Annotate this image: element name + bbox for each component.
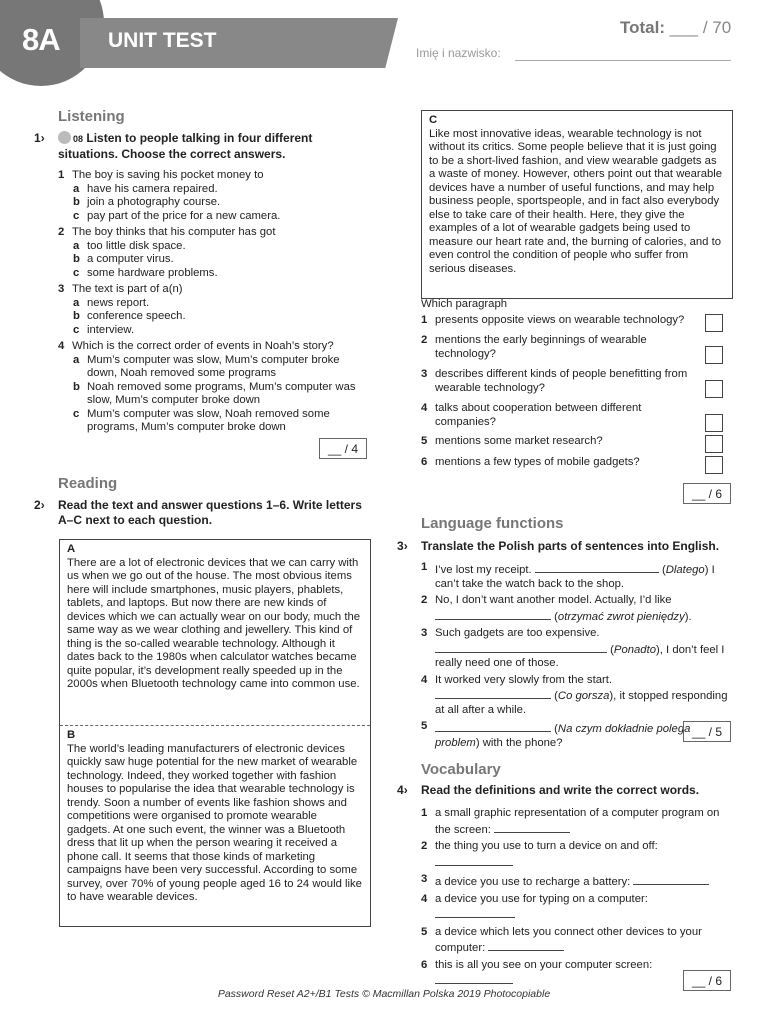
item-text: Such gadgets are too expensive. bbox=[435, 627, 600, 639]
paragraph-a: A There are a lot of electronic devices that we can carry with us when we go out of the house. The most obvious items here will include smartphones, music players, phablets, tablets, and laptops. But now there are new kinds of devices which we can actually wear on our body, much the same way as we wear clothing and jewellery. This kind of thing is the so-called wearable technology. Although it dates back to the 1980s when calculator watches became quite popular, it’s development really speeded up in the 2000s when Bluetooth technology came into common use. bbox=[60, 540, 370, 726]
name-field[interactable] bbox=[515, 60, 731, 61]
vocabulary-item bbox=[421, 873, 731, 890]
footer: Password Reset A2+/B1 Tests © Macmillan Polska 2019 Photocopiable bbox=[217, 988, 551, 1000]
option-text: Noah removed some programs, Mum’s computer was slow, Mum’s computer broke down bbox=[87, 380, 356, 406]
item-text: ) with the phone? bbox=[475, 736, 563, 749]
answer-option[interactable] bbox=[58, 183, 366, 197]
translation-item bbox=[421, 561, 731, 591]
which-paragraph-label: Which paragraph bbox=[421, 298, 508, 310]
option-letter: b bbox=[73, 196, 80, 208]
answer-box[interactable] bbox=[705, 314, 723, 332]
answer-box[interactable] bbox=[705, 456, 723, 474]
option-text: have his camera repaired. bbox=[87, 182, 218, 195]
option-letter: b bbox=[73, 380, 80, 393]
question-text: presents opposite views on wearable technology? bbox=[435, 314, 685, 326]
reading-question bbox=[421, 456, 723, 470]
option-letter: c bbox=[73, 323, 80, 336]
option-text: some hardware problems. bbox=[87, 266, 218, 279]
answer-box[interactable] bbox=[705, 346, 723, 364]
question-text: talks about cooperation between different companies? bbox=[435, 402, 642, 428]
paragraph-c: C Like most innovative ideas, wearable technology is not without its critics. Some people believe that it is just going to be a short-lived fashion, and view wearable gadgets as a waste of money. However, others point out that wearable devices have a number of useful functions, and may help business people, sportspeople, and in fact also everybody else to take care of their health. Here, they give the examples of a lot of wearable gadgets being used to measure our heart rate and, the burning of calories, and to even control the condition of people who suffer from serious diseases. bbox=[429, 114, 723, 275]
vocabulary-score: __ / 6 bbox=[683, 970, 731, 991]
answer-blank[interactable] bbox=[494, 821, 570, 833]
item-number: 6 bbox=[421, 958, 428, 971]
item-text: ( bbox=[551, 610, 558, 623]
item-text: ) I can’t take the watch back to the shop. bbox=[435, 564, 715, 590]
total-value: ___ / 70 bbox=[669, 18, 732, 37]
listening-heading: Listening bbox=[58, 108, 125, 125]
option-letter: a bbox=[73, 353, 80, 366]
listening-questions bbox=[58, 169, 366, 435]
task-2-instruction: 2› Read the text and answer questions 1–6. Write letters A–C next to each question. bbox=[34, 498, 362, 527]
name-label: Imię i nazwisko: bbox=[416, 46, 501, 60]
reading-score: __ / 6 bbox=[683, 483, 731, 504]
vocabulary-item bbox=[421, 926, 731, 956]
vocabulary-item bbox=[421, 807, 731, 837]
translation-item bbox=[421, 674, 731, 718]
question-stem bbox=[58, 226, 366, 240]
option-text: interview. bbox=[87, 323, 135, 336]
item-text: No, I don’t want another model. Actually, I’d like bbox=[435, 594, 672, 606]
item-text: ), I don’t feel I really need one of those. bbox=[435, 643, 725, 669]
question-text-wrap bbox=[421, 368, 697, 395]
task-number: 2› bbox=[34, 498, 45, 512]
answer-blank[interactable] bbox=[535, 561, 659, 573]
reading-question bbox=[421, 314, 723, 328]
definition-text: a device which lets you connect other devices to your computer: bbox=[435, 925, 702, 954]
question-text: describes different kinds of people benefitting from wearable technology? bbox=[435, 368, 688, 394]
unit-code: 8A bbox=[22, 22, 60, 57]
answer-blank[interactable] bbox=[435, 972, 513, 984]
answer-blank[interactable] bbox=[488, 939, 564, 951]
polish-hint: Na czym dokładnie polega problem bbox=[435, 723, 691, 749]
task-number: 3› bbox=[397, 539, 408, 553]
option-letter: c bbox=[73, 407, 80, 420]
item-text: ), it stopped responding at all after a while. bbox=[435, 690, 728, 716]
answer-blank[interactable] bbox=[633, 873, 709, 885]
language-heading: Language functions bbox=[421, 515, 564, 532]
listening-score: __ / 4 bbox=[319, 438, 367, 459]
option-letter: b bbox=[73, 310, 80, 322]
listening-question bbox=[58, 340, 366, 435]
item-number: 3 bbox=[421, 873, 428, 885]
answer-box[interactable] bbox=[705, 435, 723, 453]
answer-option[interactable] bbox=[58, 310, 366, 324]
option-letter: b bbox=[73, 253, 80, 265]
item-number: 2 bbox=[421, 594, 428, 606]
answer-option[interactable] bbox=[58, 324, 366, 338]
answer-blank[interactable] bbox=[435, 720, 551, 732]
paragraph-c-box bbox=[421, 110, 733, 299]
task-number: 4› bbox=[397, 783, 408, 797]
total-label: Total: bbox=[620, 18, 666, 37]
audio-cd-icon bbox=[58, 131, 71, 144]
question-number: 2 bbox=[58, 226, 65, 238]
option-letter: a bbox=[73, 182, 80, 195]
reading-question bbox=[421, 435, 723, 449]
question-text: mentions the early beginnings of wearable technology? bbox=[435, 334, 647, 360]
question-text: Which is the correct order of events in Noah’s story? bbox=[72, 340, 334, 352]
answer-box[interactable] bbox=[705, 380, 723, 398]
reading-question bbox=[421, 334, 723, 361]
item-number: 1 bbox=[421, 807, 428, 819]
option-text: news report. bbox=[87, 296, 150, 309]
polish-hint: Co gorsza bbox=[557, 690, 610, 702]
reading-question bbox=[421, 368, 723, 395]
item-text: ( bbox=[551, 690, 558, 702]
question-text: mentions a few types of mobile gadgets? bbox=[435, 456, 640, 468]
item-number: 4 bbox=[421, 892, 428, 905]
question-text: The boy is saving his pocket money to bbox=[72, 169, 264, 181]
reading-text-box bbox=[59, 539, 371, 927]
item-number: 1 bbox=[421, 561, 428, 573]
option-text: conference speech. bbox=[87, 310, 186, 322]
answer-option[interactable] bbox=[58, 297, 366, 311]
answer-blank[interactable] bbox=[435, 641, 607, 653]
translation-item bbox=[421, 594, 731, 624]
item-number: 5 bbox=[421, 925, 428, 938]
option-text: pay part of the price for a new camera. bbox=[87, 209, 281, 222]
vocabulary-items bbox=[421, 807, 731, 989]
answer-blank[interactable] bbox=[435, 906, 515, 918]
translation-item bbox=[421, 627, 731, 671]
answer-option[interactable] bbox=[58, 253, 366, 267]
question-number: 3 bbox=[58, 283, 65, 295]
vocabulary-heading: Vocabulary bbox=[421, 761, 501, 778]
item-text: I’ve lost my receipt. bbox=[435, 564, 535, 576]
answer-option[interactable] bbox=[58, 240, 366, 254]
definition-text: a device you use for typing on a computer: bbox=[435, 892, 648, 905]
definition-text: the thing you use to turn a device on and off: bbox=[435, 840, 658, 852]
option-letter: c bbox=[73, 209, 80, 222]
polish-hint: Dlatego bbox=[665, 564, 705, 576]
polish-hint: Ponadto bbox=[613, 643, 656, 656]
question-text: The text is part of a(n) bbox=[72, 283, 183, 295]
task-3-instruction: 3› Translate the Polish parts of sentences into English. bbox=[397, 539, 720, 553]
question-text: mentions some market research? bbox=[435, 435, 603, 447]
paragraph-b: B The world’s leading manufacturers of electronic devices quickly saw huge potential for the new market of wearable technology. Indeed, they worked together with fashion houses to popularise the idea that wearable technology is trendy. Soon a number of events like fashion shows and competitions were organised to promote wearable gadgets. At one such event, the winner was a Bluetooth dress that lit up when the person wearing it received a phone call. It seems that those kinds of marketing campaigns have been very successful. According to some survey, over 70% of young people aged 16 to 24 would like to have wearable devices. bbox=[67, 729, 362, 903]
question-stem bbox=[58, 340, 366, 354]
question-stem bbox=[58, 169, 366, 183]
language-score: __ / 5 bbox=[683, 721, 731, 742]
task-number: 1› bbox=[34, 131, 45, 145]
question-text: The boy thinks that his computer has got bbox=[72, 226, 276, 238]
question-number: 4 bbox=[421, 402, 428, 414]
option-text: too little disk space. bbox=[87, 239, 186, 252]
option-text: join a photography course. bbox=[87, 196, 221, 208]
answer-option[interactable] bbox=[58, 408, 366, 435]
reading-question bbox=[421, 402, 723, 429]
question-number: 5 bbox=[421, 435, 428, 447]
option-letter: a bbox=[73, 296, 80, 309]
answer-blank[interactable] bbox=[435, 687, 551, 699]
answer-option[interactable] bbox=[58, 196, 366, 210]
option-text: a computer virus. bbox=[87, 253, 174, 265]
question-text-wrap bbox=[421, 435, 697, 449]
definition-text: a device you use to recharge a battery: bbox=[435, 876, 634, 888]
polish-hint: otrzymać zwrot pieniędzy bbox=[557, 610, 685, 623]
unit-title: UNIT TEST bbox=[108, 29, 217, 52]
definition-text: a small graphic representation of a computer program on the screen: bbox=[435, 807, 720, 836]
reading-questions bbox=[421, 314, 723, 474]
question-number: 2 bbox=[421, 334, 428, 346]
listening-question bbox=[58, 283, 366, 337]
question-text-wrap bbox=[421, 314, 697, 328]
track-number: 08 bbox=[73, 134, 84, 144]
item-text: ( bbox=[658, 564, 666, 576]
option-text: Mum’s computer was slow, Mum’s computer broke down, Noah removed some programs bbox=[87, 353, 340, 379]
definition-text: this is all you see on your computer screen: bbox=[435, 958, 653, 971]
option-letter: a bbox=[73, 239, 80, 252]
vocabulary-item bbox=[421, 840, 731, 870]
item-number: 3 bbox=[421, 627, 428, 639]
question-text-wrap bbox=[421, 402, 697, 429]
question-number: 6 bbox=[421, 456, 428, 468]
answer-box[interactable] bbox=[705, 414, 723, 432]
answer-option[interactable] bbox=[58, 210, 366, 224]
answer-option[interactable] bbox=[58, 381, 366, 408]
task-1-instruction: 1› 08 Listen to people talking in four different situations. Choose the correct answers. bbox=[34, 131, 313, 161]
listening-question bbox=[58, 226, 366, 280]
item-number: 4 bbox=[421, 673, 428, 686]
answer-blank[interactable] bbox=[435, 854, 513, 866]
item-text: ( bbox=[551, 723, 558, 735]
task-4-instruction: 4› Read the definitions and write the correct words. bbox=[397, 783, 700, 797]
reading-heading: Reading bbox=[58, 475, 118, 492]
question-number: 3 bbox=[421, 368, 428, 380]
listening-question bbox=[58, 169, 366, 223]
item-number: 5 bbox=[421, 720, 428, 732]
question-number: 4 bbox=[58, 340, 65, 352]
question-number: 1 bbox=[421, 314, 428, 326]
answer-option[interactable] bbox=[58, 267, 366, 281]
item-text: It worked very slowly from the start. bbox=[435, 673, 613, 686]
option-letter: c bbox=[73, 266, 80, 279]
vocabulary-item bbox=[421, 893, 731, 923]
item-number: 2 bbox=[421, 840, 428, 852]
question-text-wrap bbox=[421, 334, 697, 361]
question-number: 1 bbox=[58, 169, 65, 181]
question-stem bbox=[58, 283, 366, 297]
total-score bbox=[620, 18, 731, 38]
item-text: ( bbox=[607, 643, 614, 656]
item-text: ). bbox=[684, 610, 692, 623]
option-text: Mum’s computer was slow, Noah removed some programs, Mum’s computer broke down bbox=[87, 407, 330, 433]
answer-option[interactable] bbox=[58, 354, 366, 381]
answer-blank[interactable] bbox=[435, 608, 551, 620]
question-text-wrap bbox=[421, 456, 697, 470]
